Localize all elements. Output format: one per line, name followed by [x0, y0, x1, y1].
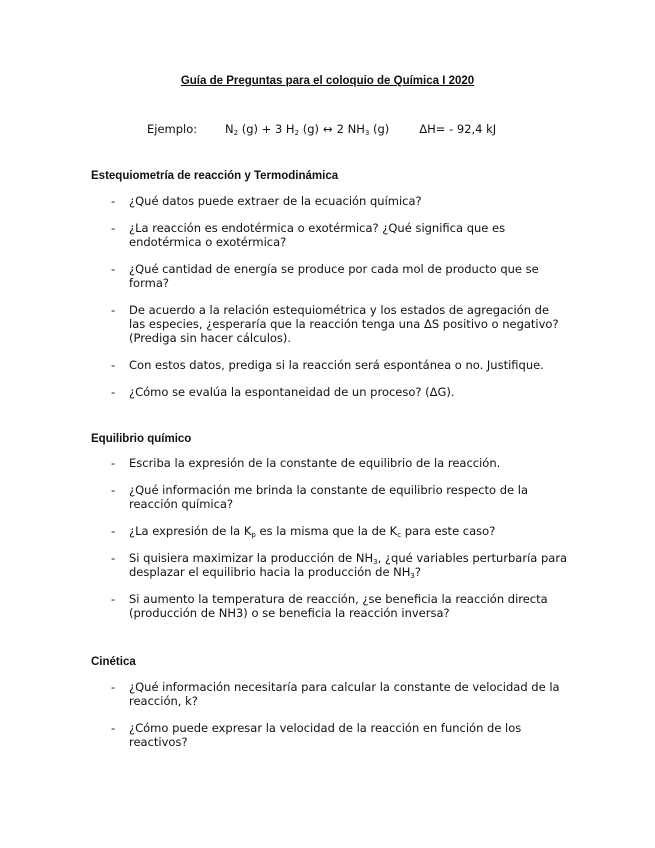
list-item: - ¿Cómo puede expresar la velocidad de la reacción en función de los reactivos?: [111, 721, 522, 749]
question-list-kinetics: [108, 680, 568, 762]
list-item: - Escriba la expresión de la constante de equilibrio de la reacción.: [111, 456, 501, 470]
example-label: Ejemplo:: [147, 122, 198, 136]
list-item: - ¿Qué información me brinda la constante de equilibrio respecto de la reacción química?: [111, 483, 528, 511]
document-title: Guía de Preguntas para el coloquio de Química I 2020: [180, 75, 475, 87]
list-item: - ¿La reacción es endotérmica o exotérmica? ¿Qué significa que es endotérmica o exotérmica?: [111, 221, 506, 249]
enthalpy-value: ΔH= - 92,4 kJ: [419, 122, 497, 136]
list-item: - ¿Qué datos puede extraer de la ecuación química?: [111, 194, 422, 208]
list-item: - ¿Qué cantidad de energía se produce por cada mol de producto que se forma?: [111, 262, 539, 290]
product-nh3: 2 $NH_3$ (g): [336, 122, 390, 137]
question-list-equilibrium: [108, 456, 568, 633]
list-item: - ¿Cómo se evalúa la espontaneidad de un proceso? (ΔG).: [111, 385, 455, 399]
list-item: - Con estos datos, prediga si la reacción será espontánea o no. Justifique.: [111, 358, 544, 372]
list-item: - Si aumento la temperatura de reacción, ¿se beneficia la reacción directa (producción de NH3) o se beneficia la reacción inversa?: [111, 592, 548, 620]
section-heading-equilibrium: Equilibrio químico: [91, 433, 192, 445]
section-heading-kinetics: Cinética: [91, 656, 136, 668]
list-item: - De acuerdo a la relación estequiométrica y los estados de agregación de las especies, ¿esperaría que la reacción tenga una ΔS positivo o negativo? (Prediga sin hacer cálculos).: [111, 303, 559, 345]
reactant-n2: $N_2$ (g) + 3 $H_2$ (g): [225, 122, 319, 137]
list-item: - ¿La expresión de la $K_p$ es la misma que la de $K_c$ para este caso?: [111, 524, 496, 539]
list-item: - ¿Qué información necesitaría para calcular la constante de velocidad de la reacción, k?: [111, 680, 560, 708]
section-heading-thermodynamics: Estequiometría de reacción y Termodinámica: [91, 170, 339, 182]
question-list-thermodynamics: [108, 194, 568, 412]
list-item: - Si quisiera maximizar la producción de $NH_3$, ¿qué variables perturbaría para desplazar el equilibrio hacia la producción de $NH_3$?: [111, 551, 568, 580]
equilibrium-arrow-icon: ↔: [322, 122, 333, 136]
example-equation: [147, 122, 496, 136]
